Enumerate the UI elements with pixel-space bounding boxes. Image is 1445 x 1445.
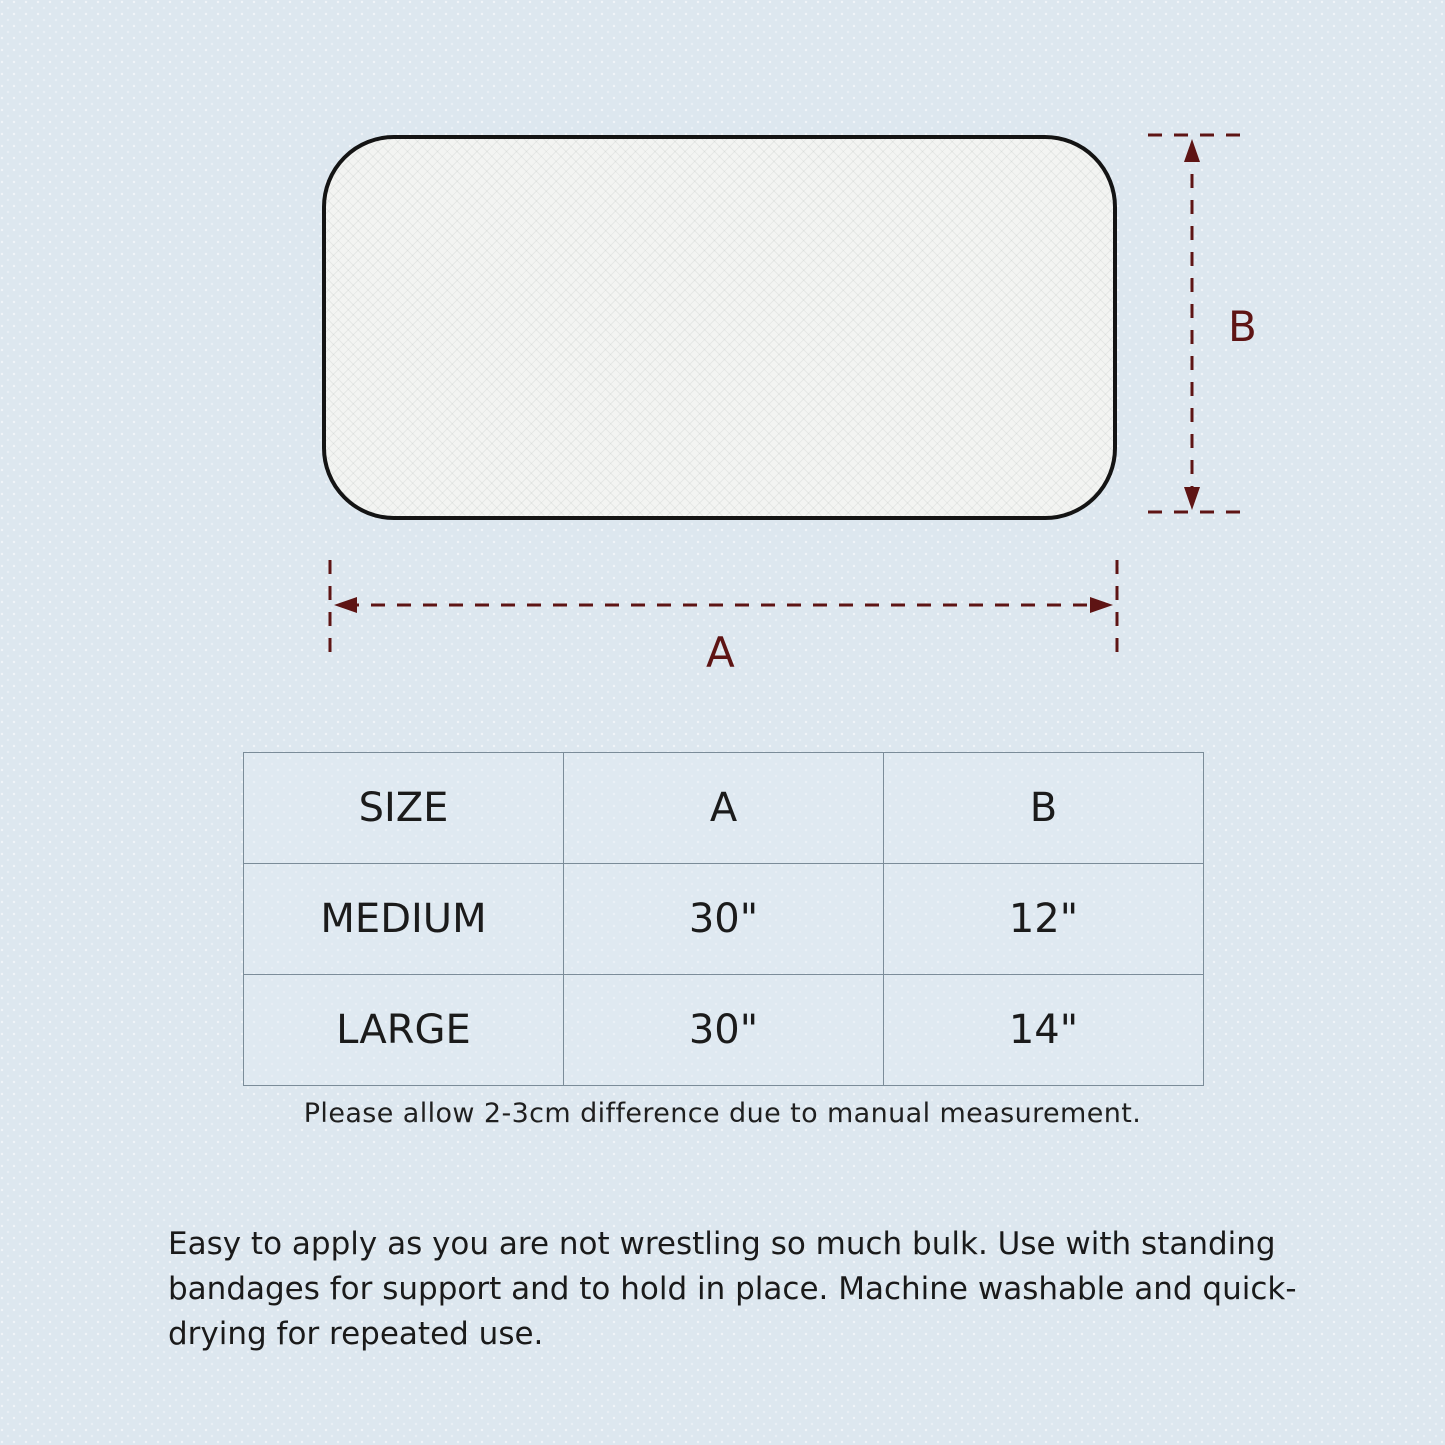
product-description: Easy to apply as you are not wrestling so much bulk. Use with standing bandages for support and to hold in place. Machine washable and quick-drying for repeated use. bbox=[168, 1226, 1297, 1352]
table-row bbox=[244, 864, 1204, 975]
cell-b-medium: 12" bbox=[884, 864, 1204, 975]
dimension-label-b: B bbox=[1228, 302, 1257, 351]
dimension-lines-svg bbox=[0, 0, 1445, 720]
cell-size-medium: MEDIUM bbox=[244, 864, 564, 975]
table-header-row bbox=[244, 753, 1204, 864]
table-header-size: SIZE bbox=[244, 753, 564, 864]
product-dimension-diagram bbox=[0, 0, 1445, 720]
cell-a-large: 30" bbox=[564, 975, 884, 1086]
table-header-a: A bbox=[564, 753, 884, 864]
b-arrow-up bbox=[1184, 139, 1200, 162]
table-row bbox=[244, 975, 1204, 1086]
measurement-note: Please allow 2-3cm difference due to manual measurement. bbox=[303, 1098, 1142, 1129]
cell-size-large: LARGE bbox=[244, 975, 564, 1086]
a-arrow-left bbox=[334, 597, 357, 613]
b-arrow-down bbox=[1184, 487, 1200, 510]
dimension-label-a: A bbox=[706, 628, 735, 677]
size-table bbox=[243, 752, 1204, 1086]
cell-a-medium: 30" bbox=[564, 864, 884, 975]
cell-b-large: 14" bbox=[884, 975, 1204, 1086]
table-header-b: B bbox=[884, 753, 1204, 864]
a-arrow-right bbox=[1090, 597, 1113, 613]
